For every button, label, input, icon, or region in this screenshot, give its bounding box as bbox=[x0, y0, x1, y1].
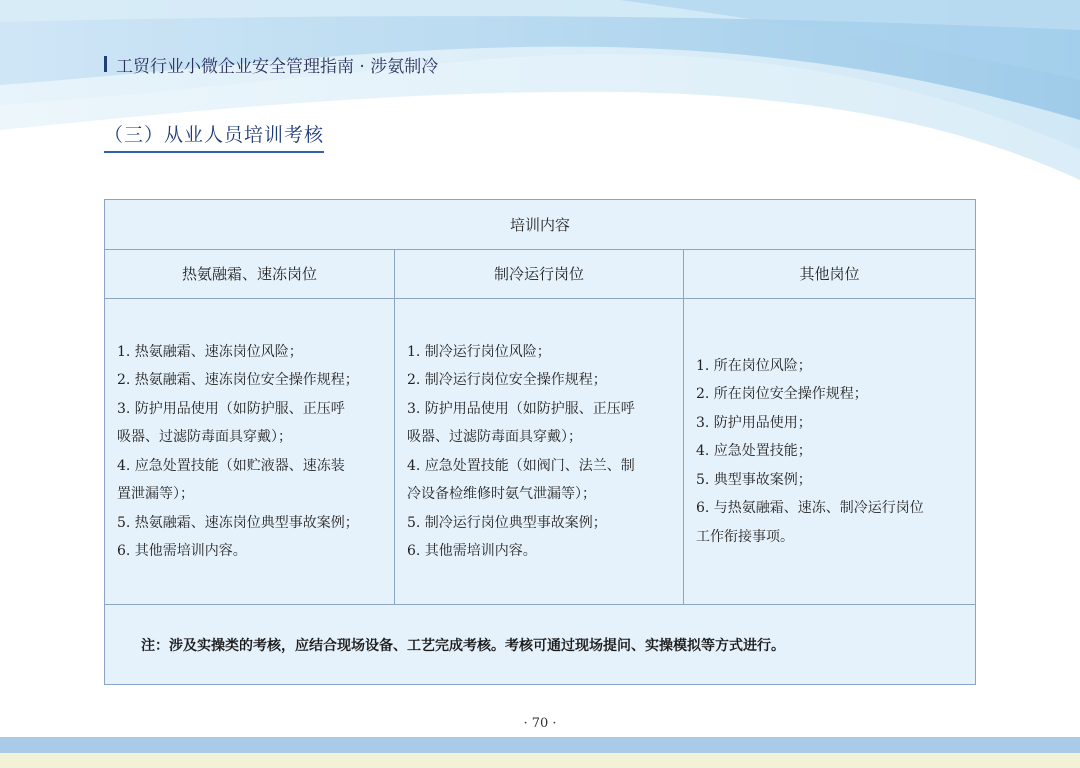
list-item: 1. 制冷运行岗位风险； bbox=[407, 343, 551, 360]
column-header-row bbox=[105, 249, 975, 299]
section-title: （三）从业人员培训考核 bbox=[104, 120, 324, 153]
list-item: 2. 所在岗位安全操作规程； bbox=[696, 386, 868, 403]
content-cell-other bbox=[684, 299, 975, 604]
table-title: 培训内容 bbox=[105, 200, 975, 250]
list-item: 工作衔接事项。 bbox=[696, 528, 794, 545]
list-item: 冷设备检维修时氨气泄漏等）； bbox=[407, 486, 596, 502]
list-item: 4. 应急处置技能（如阀门、法兰、制 bbox=[407, 457, 635, 474]
table-note: 注：涉及实操类的考核，应结合现场设备、工艺完成考核。考核可通过现场提问、实操模拟等方式进行。 bbox=[141, 637, 785, 654]
training-table bbox=[104, 199, 976, 685]
list-item: 3. 防护用品使用（如防护服、正压呼 bbox=[407, 400, 635, 417]
header-bar-icon bbox=[104, 56, 107, 72]
footer-band bbox=[0, 737, 1080, 753]
list-item: 3. 防护用品使用； bbox=[696, 414, 812, 431]
column-header-other: 其他岗位 bbox=[799, 265, 860, 283]
list-item: 2. 热氨融霜、速冻岗位安全操作规程； bbox=[117, 372, 359, 388]
list-item: 3. 防护用品使用（如防护服、正压呼 bbox=[117, 400, 345, 417]
list-item: 5. 制冷运行岗位典型事故案例； bbox=[407, 514, 607, 531]
list-item: 6. 其他需培训内容。 bbox=[407, 543, 537, 559]
list-item: 吸器、过滤防毒面具穿戴）； bbox=[407, 429, 582, 445]
list-item: 4. 应急处置技能； bbox=[696, 443, 812, 460]
page-number: · 70 · bbox=[523, 716, 557, 731]
list-item: 置泄漏等）； bbox=[117, 486, 194, 502]
list-item: 吸器、过滤防毒面具穿戴）； bbox=[117, 429, 292, 445]
list-item: 1. 所在岗位风险； bbox=[696, 357, 812, 374]
content-row bbox=[105, 299, 975, 605]
column-header-refrigeration: 制冷运行岗位 bbox=[395, 249, 684, 298]
content-cell-hot-ammonia bbox=[105, 299, 395, 604]
list-item: 5. 热氨融霜、速冻岗位典型事故案例； bbox=[117, 514, 359, 531]
column-header-hot-ammonia: 热氨融霜、速冻岗位 bbox=[105, 249, 395, 298]
footer-band-light bbox=[0, 753, 1080, 768]
header-title: 工贸行业小微企业安全管理指南 · 涉氨制冷 bbox=[116, 56, 439, 77]
list-item: 1. 热氨融霜、速冻岗位风险； bbox=[117, 343, 303, 360]
list-item: 5. 典型事故案例； bbox=[696, 471, 812, 488]
list-item: 4. 应急处置技能（如贮液器、速冻装 bbox=[117, 457, 345, 474]
content-cell-refrigeration bbox=[395, 299, 684, 604]
list-item: 6. 与热氨融霜、速冻、制冷运行岗位 bbox=[696, 500, 924, 517]
list-item: 6. 其他需培训内容。 bbox=[117, 543, 247, 559]
running-header bbox=[104, 52, 438, 76]
list-item: 2. 制冷运行岗位安全操作规程； bbox=[407, 372, 607, 388]
